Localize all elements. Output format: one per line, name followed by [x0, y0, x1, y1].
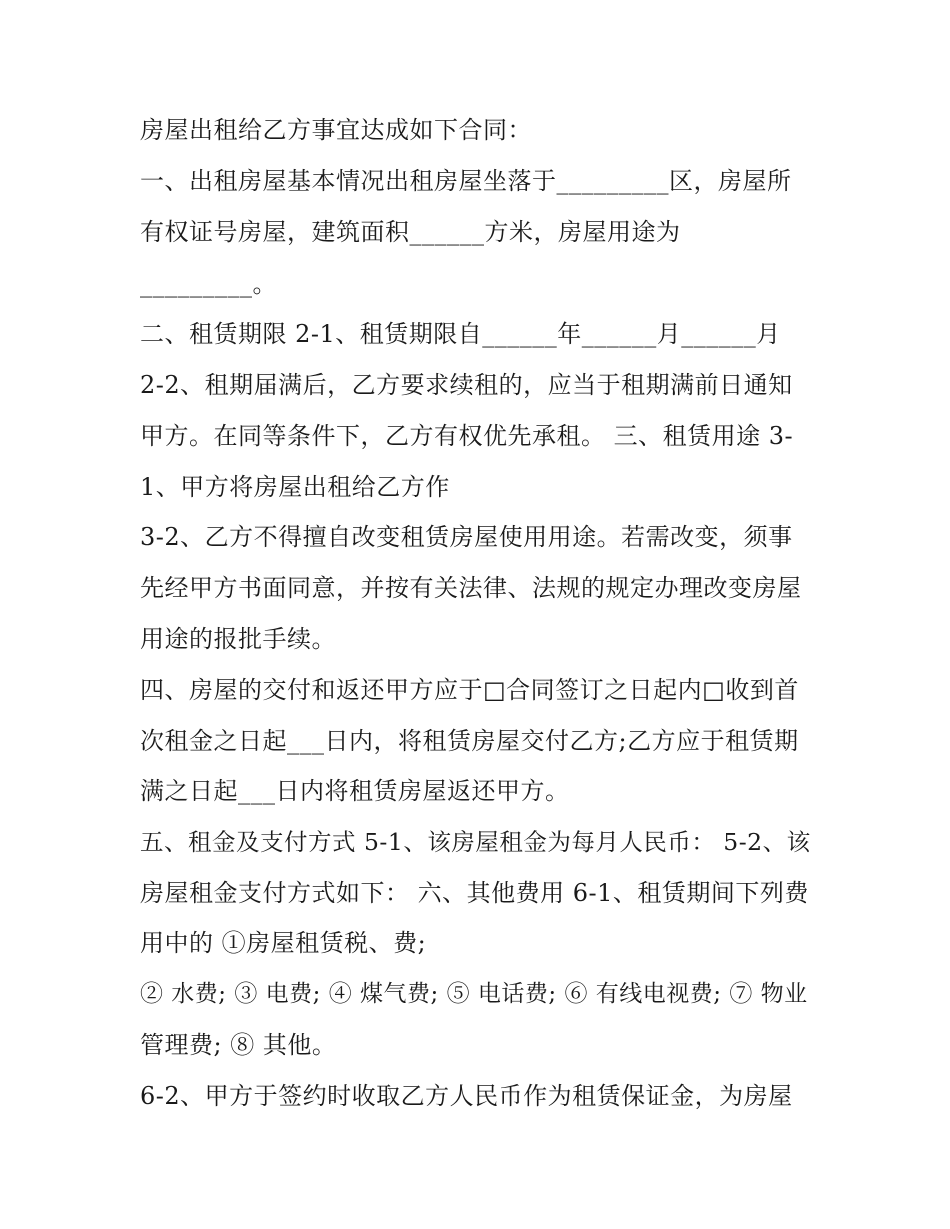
text-line: 管理费; ⑧ 其他。: [140, 1031, 337, 1059]
text-line: 一、出租房屋基本情况出租房屋坐落于_________区，房屋所: [140, 167, 792, 195]
text-line: 3-2、乙方不得擅自改变租赁房屋使用用途。若需改变，须事: [140, 523, 793, 551]
text-line: 次租金之日起___日内，将租赁房屋交付乙方;乙方应于租赁期: [140, 727, 799, 755]
text-line: 用中的 ①房屋租赁税、费;: [140, 929, 427, 957]
text-line: 2-2、租期届满后，乙方要求续租的，应当于租期满前日通知: [140, 371, 793, 399]
text-line: 1、甲方将房屋出租给乙方作: [140, 473, 450, 501]
text-line: 满之日起___日内将租赁房屋返还甲方。: [140, 777, 570, 805]
text-line: 6-2、甲方于签约时收取乙方人民币作为租赁保证金，为房屋: [140, 1082, 793, 1110]
text-line: _________。: [140, 270, 277, 298]
text-line: 房屋租金支付方式如下： 六、其他费用 6-1、租赁期间下列费: [140, 879, 809, 907]
text-line: 有权证号房屋，建筑面积______方米，房屋用途为: [140, 218, 681, 246]
text-line: 五、租金及支付方式 5-1、该房屋租金为每月人民币： 5-2、该: [140, 828, 811, 856]
text-line: 房屋出租给乙方事宜达成如下合同：: [140, 116, 532, 144]
text-line: 二、租赁期限 2-1、租赁期限自______年______月______月: [140, 320, 781, 348]
text-line: 甲方。在同等条件下，乙方有权优先承租。 三、租赁用途 3-: [140, 422, 794, 450]
text-line: 四、房屋的交付和返还甲方应于□合同签订之日起内□收到首: [140, 676, 799, 704]
text-line: 先经甲方书面同意，并按有关法律、法规的规定办理改变房屋: [140, 574, 802, 602]
text-line: ② 水费; ③ 电费; ④ 煤气费; ⑤ 电话费; ⑥ 有线电视费; ⑦ 物业: [140, 981, 808, 1007]
text-line: 用途的报批手续。: [140, 625, 336, 653]
